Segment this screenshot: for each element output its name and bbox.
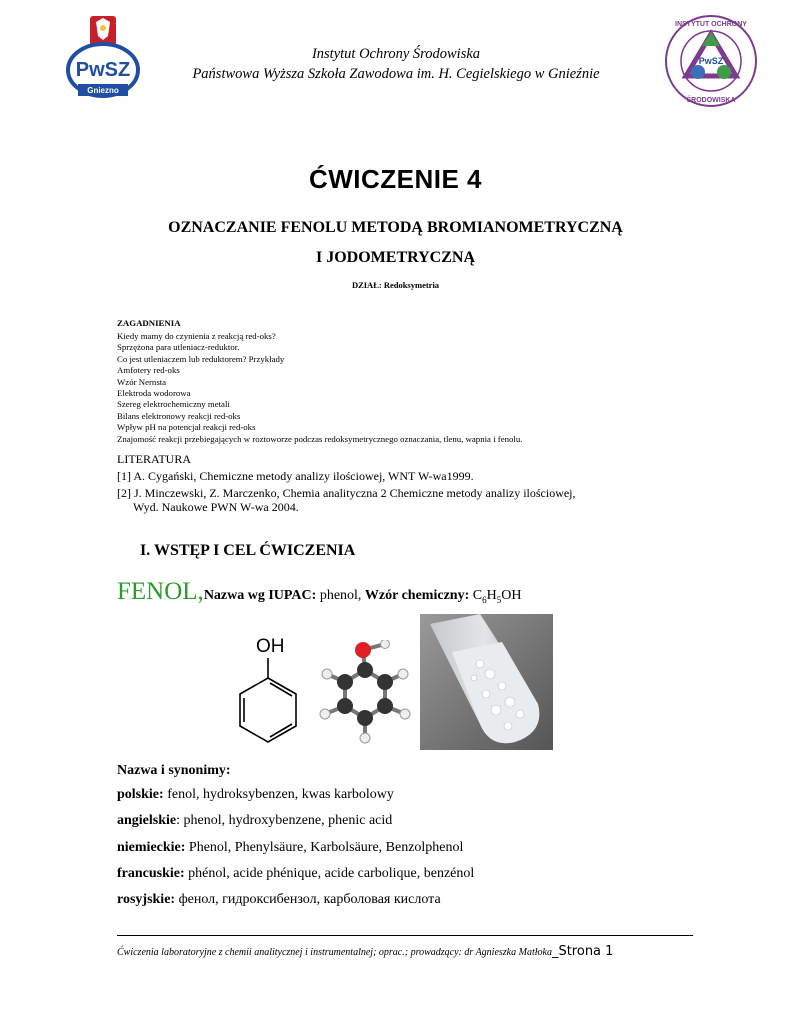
- topics-heading: ZAGADNIENIA: [117, 318, 181, 328]
- formula-oh: OH: [501, 588, 522, 603]
- literature-item: [2] J. Minczewski, Z. Marczenko, Chemia analityczna 2 Chemiczne metody analizy ilościowej,: [117, 486, 576, 500]
- topic-item: Bilans elektronowy reakcji red-oks: [117, 410, 241, 421]
- header-university: Państwowa Wyższa Szkoła Zawodowa im. H. Cegielskiego w Gnieźnie: [192, 66, 600, 82]
- topic-item: Znajomość reakcji przebiegających w roztoworze podczas redoksymetrycznego oznaczania, tlenu, wapnia i fenolu.: [117, 433, 523, 444]
- literature-item: [1] A. Cygański, Chemiczne metody analizy ilościowej, WNT W-wa1999.: [117, 469, 474, 483]
- footer-text: Ćwiczenia laboratoryjne z chemii analitycznej i instrumentalnej; oprac.; prowadzący: dr Agnieszka Matłoka: [117, 947, 552, 958]
- synonyms-english: [117, 813, 392, 829]
- footer-divider: [117, 935, 693, 936]
- exercise-title: ĆWICZENIE 4: [308, 164, 483, 194]
- topic-item: Co jest utleniaczem lub reduktorem? Przykłady: [117, 353, 285, 364]
- synonyms-value: Phenol, Phenylsäure, Karbolsäure, Benzolphenol: [185, 840, 464, 855]
- formula-sub-6: 6: [482, 595, 487, 606]
- section-label: DZIAŁ: Redoksymetria: [351, 280, 440, 290]
- header-institute: Instytut Ochrony Środowiska: [311, 46, 481, 62]
- topic-item: Sprzężona para utleniacz-reduktor.: [117, 342, 240, 353]
- svg-text:PwSZ: PwSZ: [75, 59, 131, 81]
- iupac-value: phenol,: [316, 588, 365, 603]
- svg-text:PwSZ: PwSZ: [698, 56, 724, 66]
- synonyms-label: rosyjskie:: [117, 892, 176, 907]
- exercise-subtitle-line2: I JODOMETRYCZNĄ: [316, 249, 475, 266]
- topic-item: Kiedy mamy do czynienia z reakcją red-oks?: [117, 331, 276, 341]
- topic-item: Szereg elektrochemiczny metali: [117, 399, 230, 410]
- topic-item: Wpływ pH na potencjał reakcji red-oks: [117, 422, 256, 433]
- footer: [117, 944, 613, 959]
- oh-label: OH: [256, 636, 285, 657]
- synonyms-russian: [117, 892, 441, 908]
- svg-text:INSTYTUT OCHRONY: INSTYTUT OCHRONY: [675, 21, 747, 28]
- section-heading: I. WSTĘP I CEL ĆWICZENIA: [140, 542, 356, 559]
- svg-text:Gniezno: Gniezno: [87, 86, 119, 95]
- institute-environment-logo: [664, 14, 758, 108]
- fenol-line: [117, 578, 521, 606]
- literature-item-continuation: Wyd. Naukowe PWN W-wa 2004.: [133, 500, 299, 514]
- iupac-label: Nazwa wg IUPAC:: [203, 588, 317, 603]
- phenol-3d-model: [315, 640, 415, 745]
- synonyms-polish: [117, 787, 394, 803]
- pwsz-gniezno-logo: [66, 14, 140, 104]
- formula-c: C: [469, 588, 483, 603]
- formula-sub-5: 5: [496, 595, 502, 606]
- phenol-structural-formula: [228, 630, 300, 750]
- synonyms-value: fenol, hydroksybenzen, kwas karbolowy: [163, 787, 394, 802]
- synonyms-label: francuskie:: [117, 866, 185, 881]
- phenol-crystals-photo: [420, 614, 553, 750]
- svg-text:ŚRODOWISKA: ŚRODOWISKA: [686, 97, 736, 104]
- synonyms-value: фенол, гидроксибензол, карболовая кислота: [175, 892, 441, 907]
- formula-h: H: [486, 588, 497, 603]
- formula-label: Wzór chemiczny:: [364, 588, 470, 603]
- synonyms-label: niemieckie:: [117, 840, 186, 855]
- fenol-word: FENOL,: [117, 578, 204, 605]
- synonyms-value: : phenol, hydroxybenzene, phenic acid: [176, 813, 393, 828]
- synonyms-value: phénol, acide phénique, acide carbolique, benzénol: [184, 866, 475, 881]
- synonyms-french: [117, 866, 474, 882]
- synonyms-german: [117, 840, 463, 856]
- literature-heading: LITERATURA: [117, 452, 191, 466]
- topics-list: [117, 331, 522, 445]
- topic-item: Amfotery red-oks: [117, 365, 180, 376]
- synonyms-heading: Nazwa i synonimy:: [117, 763, 231, 778]
- topic-item: Wzór Nernsta: [117, 376, 167, 387]
- synonyms-label: angielskie: [117, 813, 177, 828]
- page-number: _Strona 1: [551, 944, 614, 959]
- topic-item: Elektroda wodorowa: [117, 388, 191, 399]
- exercise-subtitle-line1: OZNACZANIE FENOLU METODĄ BROMIANOMETRYCZNĄ: [168, 219, 623, 236]
- synonyms-label: polskie:: [117, 787, 164, 802]
